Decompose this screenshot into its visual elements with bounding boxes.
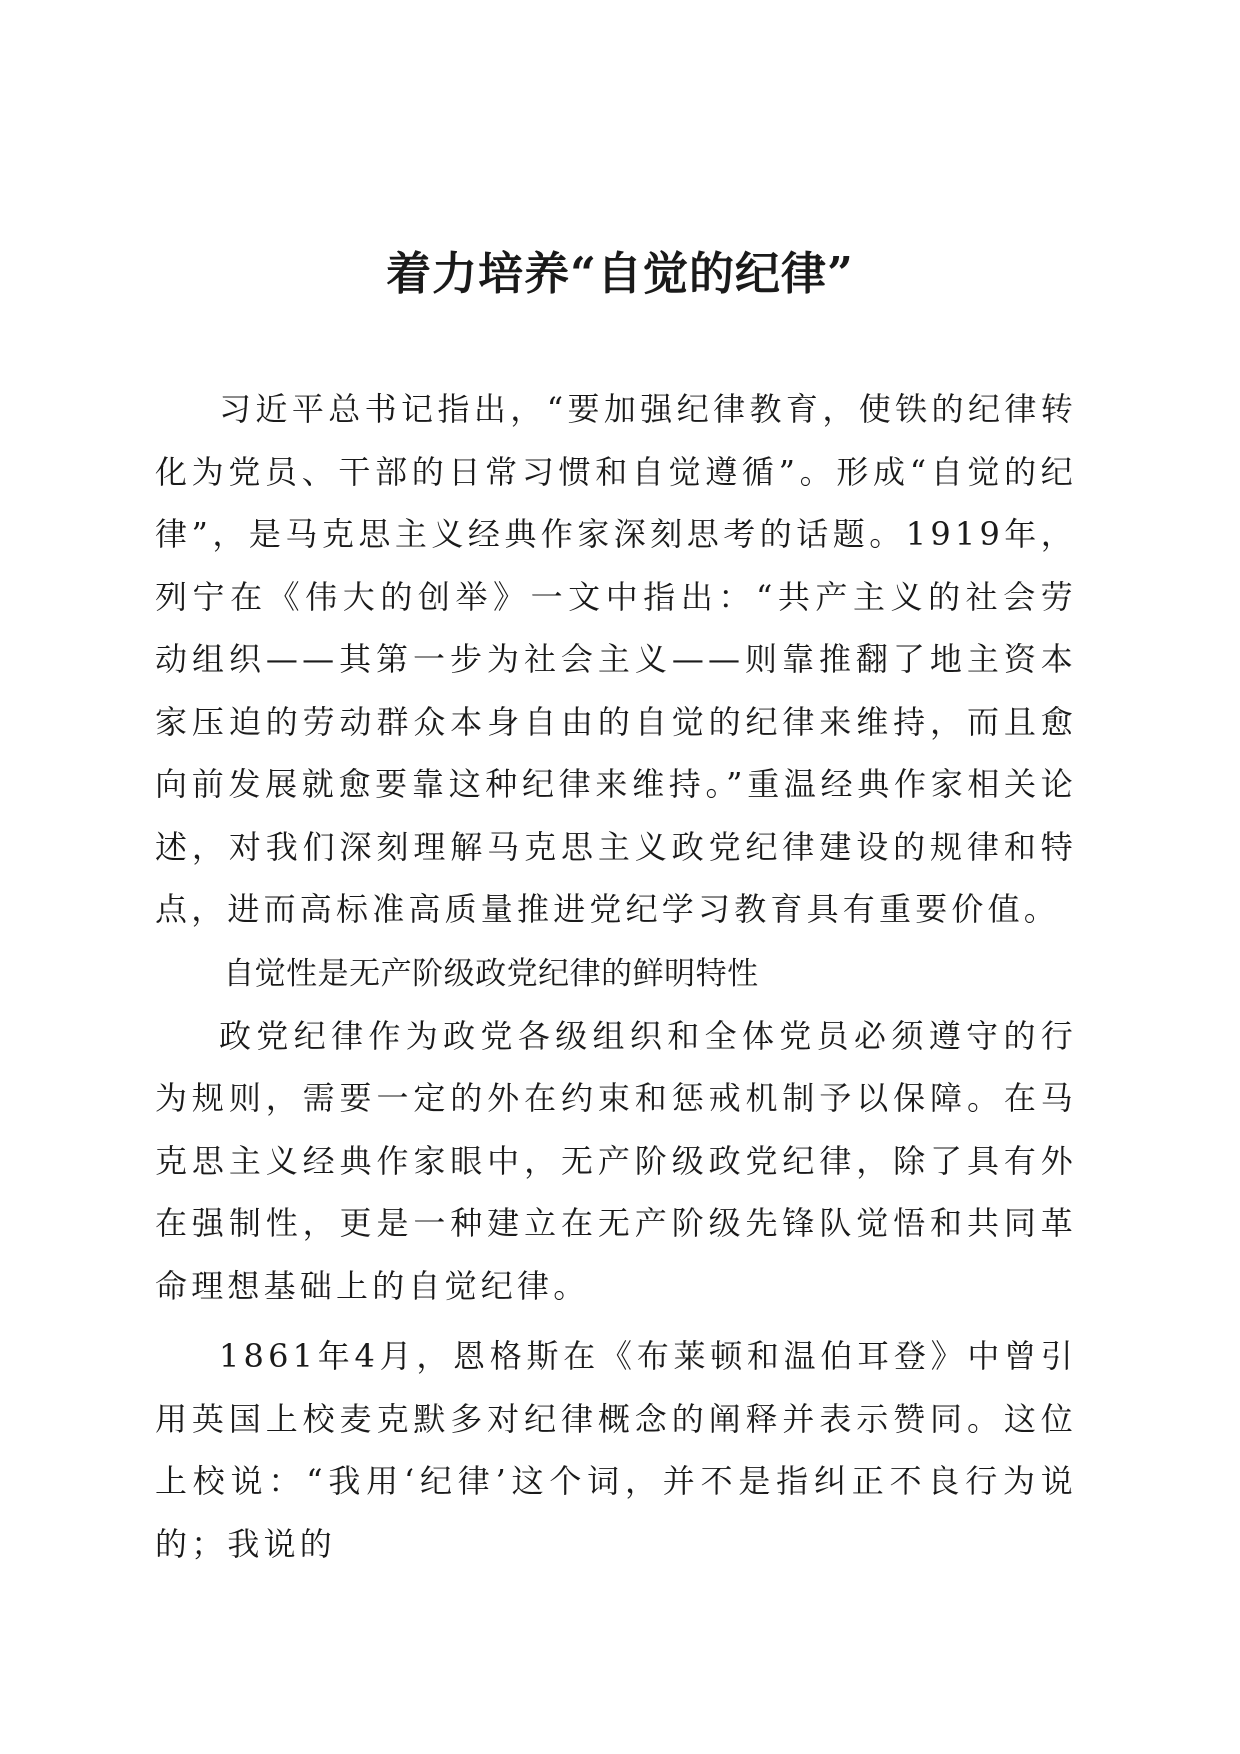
section-paragraph-1: 政党纪律作为政党各级组织和全体党员必须遵守的行为规则，需要一定的外在约束和惩戒机制予以保障。在马克思主义经典作家眼中，无产阶级政党纪律，除了具有外在强制性，更是一种建立在无产阶级先锋队觉悟和共同革命理想基础上的自觉纪律。 [155,1016,1077,1305]
section-paragraph-2: 1861年4月，恩格斯在《布莱顿和温伯耳登》中曾引用英国上校麦克默多对纪律概念的阐释并表示赞同。这位上校说：“我用‘纪律’这个词，并不是指纠正不良行为说的；我说的 [155,1337,1077,1563]
intro-paragraph: 习近平总书记指出，“要加强纪律教育，使铁的纪律转化为党员、干部的日常习惯和自觉遵循”。形成“自觉的纪律”，是马克思主义经典作家深刻思考的话题。1919年，列宁在《伟大的创举》一文中指出：“共产主义的社会劳动组织——其第一步为社会主义——则靠推翻了地主资本家压迫的劳动群众本身自由的自觉的纪律来维持，而且愈向前发展就愈要靠这种纪律来维持。”重温经典作家相关论述，对我们深刻理解马克思主义政党纪律建设的规律和特点，进而高标准高质量推进党纪学习教育具有重要价值。 [155,390,1077,928]
document-body [155,378,1077,1575]
section-heading: 自觉性是无产阶级政党纪律的鲜明特性 [223,955,759,992]
document-title: 着力培养“自觉的纪律” [386,247,854,300]
